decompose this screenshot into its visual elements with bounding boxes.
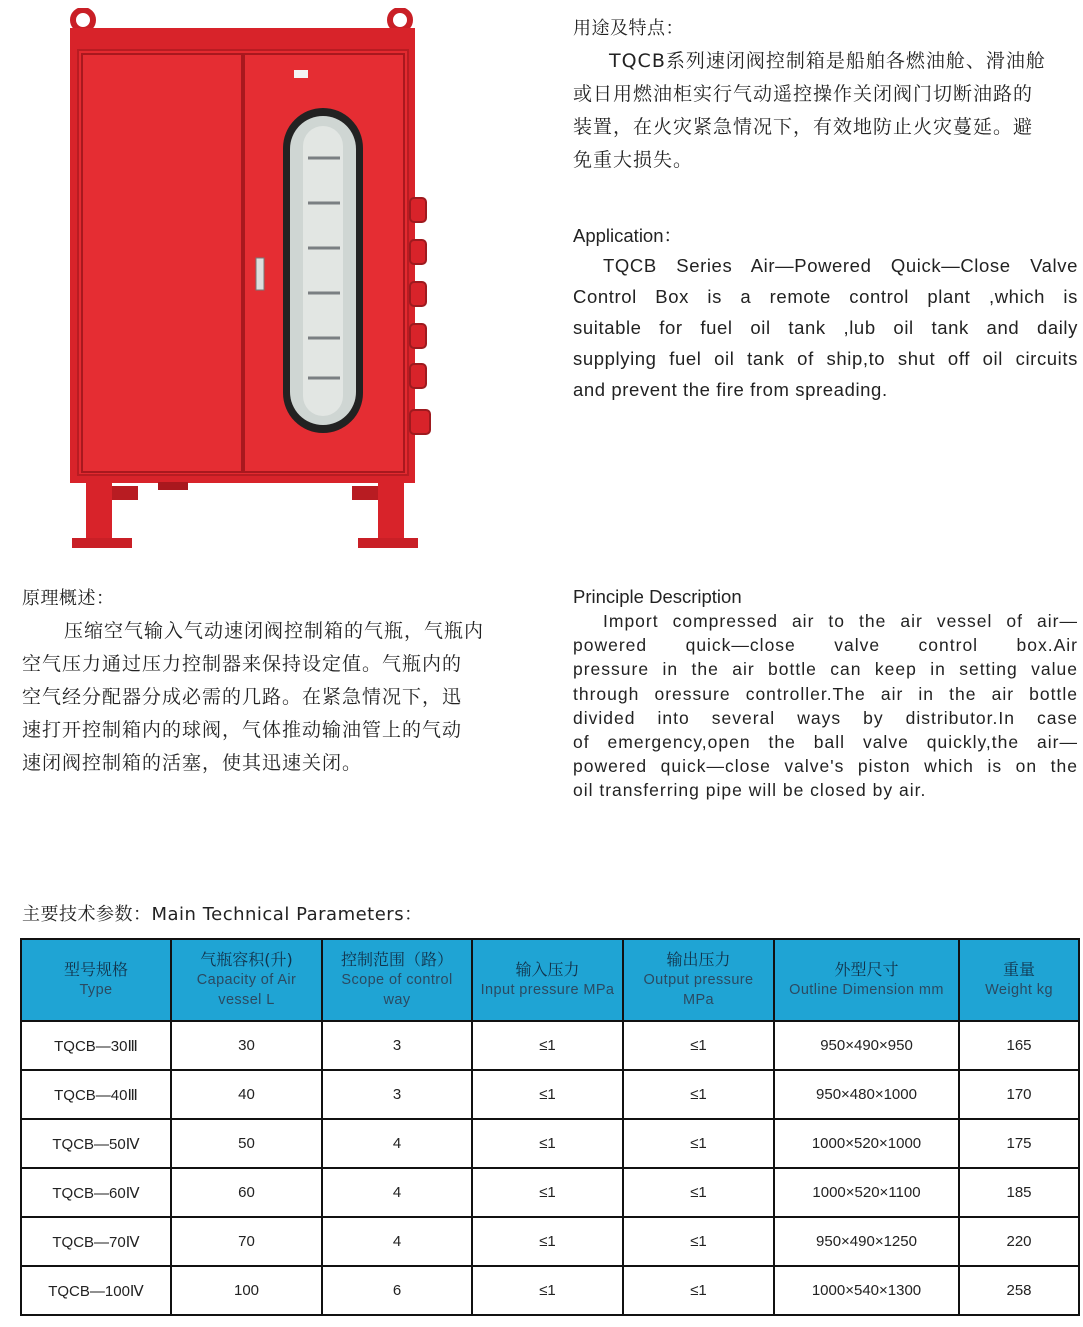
header-type (21, 939, 171, 1021)
header-scope (322, 939, 472, 1021)
header-dimension (774, 939, 959, 1021)
cell-input: ≤1 (472, 1168, 623, 1217)
application-line: and prevent the fire from spreading. (573, 379, 888, 400)
cell-output: ≤1 (623, 1217, 774, 1266)
header-en: Outline Dimension mm (789, 982, 944, 998)
application-heading: Application： (573, 225, 683, 246)
cell-capacity: 30 (171, 1021, 322, 1070)
header-capacity (171, 939, 322, 1021)
cell-scope: 4 (322, 1217, 472, 1266)
header-en: Type (79, 982, 113, 998)
cell-output: ≤1 (623, 1119, 774, 1168)
table-row (21, 1119, 1079, 1168)
usage-line: TQCB系列速闭阀控制箱是船舶各燃油舱、滑油舱 (609, 50, 1046, 72)
cell-type: TQCB—60Ⅳ (21, 1168, 171, 1217)
cell-type: TQCB—30Ⅲ (21, 1021, 171, 1070)
cell-dimension: 1000×520×1000 (774, 1119, 959, 1168)
header-cn: 型号规格 (63, 960, 128, 979)
header-cn: 输入压力 (515, 960, 580, 979)
table-header-row (21, 939, 1079, 1021)
cell-capacity: 100 (171, 1266, 322, 1315)
cell-output: ≤1 (623, 1266, 774, 1315)
header-en: Weight kg (985, 982, 1053, 998)
application-line: supplying fuel oil tank of ship,to shut off oil circuits (573, 348, 1078, 369)
principle-cn-section (22, 582, 527, 780)
cell-dimension: 950×490×1250 (774, 1217, 959, 1266)
usage-heading: 用途及特点： (573, 18, 684, 39)
usage-line: 装置，在火灾紧急情况下，有效地防止火灾蔓延。避 (573, 116, 1034, 138)
principle-en-line: powered quick—close valve control box.Air (573, 635, 1078, 656)
cell-dimension: 1000×540×1300 (774, 1266, 959, 1315)
cell-capacity: 50 (171, 1119, 322, 1168)
principle-en-line: through oressure controller.The air in the air bottle (573, 683, 1078, 704)
application-line: TQCB Series Air—Powered Quick—Close Valve (603, 255, 1078, 276)
header-en: Capacity of Air vessel L (196, 972, 297, 1008)
header-en: Scope of control way (341, 972, 453, 1008)
application-line: suitable for fuel oil tank ,lub oil tank and daily (573, 317, 1078, 338)
cell-capacity: 70 (171, 1217, 322, 1266)
cell-weight: 165 (959, 1021, 1079, 1070)
principle-cn-line: 空气经分配器分成必需的几路。在紧急情况下，迅 (22, 686, 463, 708)
header-cn: 输出压力 (666, 950, 731, 969)
cell-dimension: 950×480×1000 (774, 1070, 959, 1119)
cell-dimension: 950×490×950 (774, 1021, 959, 1070)
principle-cn-heading: 原理概述： (22, 588, 115, 609)
cell-output: ≤1 (623, 1021, 774, 1070)
table-row (21, 1217, 1079, 1266)
cell-scope: 4 (322, 1119, 472, 1168)
header-cn: 重量 (1002, 960, 1035, 979)
cell-type: TQCB—40Ⅲ (21, 1070, 171, 1119)
principle-cn-line: 速打开控制箱内的球阀，气体推动输油管上的气动 (22, 719, 463, 741)
principle-en-line: powered quick—close valve's piston which is on the (573, 756, 1078, 777)
cell-input: ≤1 (472, 1266, 623, 1315)
principle-en-heading: Principle Description (573, 586, 742, 607)
principle-en-line: pressure in the air bottle can keep in setting value (573, 659, 1078, 680)
cell-output: ≤1 (623, 1070, 774, 1119)
principle-cn-line: 压缩空气输入气动速闭阀控制箱的气瓶，气瓶内 (64, 620, 485, 642)
cell-scope: 3 (322, 1070, 472, 1119)
header-en: Input pressure MPa (480, 982, 615, 998)
cell-dimension: 1000×520×1100 (774, 1168, 959, 1217)
application-section (573, 222, 1078, 405)
header-cn: 外型尺寸 (834, 960, 899, 979)
parameters-table (20, 938, 1080, 1316)
table-row (21, 1266, 1079, 1315)
principle-en-section (573, 585, 1078, 803)
cell-output: ≤1 (623, 1168, 774, 1217)
cell-capacity: 40 (171, 1070, 322, 1119)
usage-line: 免重大损失。 (573, 149, 694, 171)
table-row (21, 1070, 1079, 1119)
principle-en-line: oil transferring pipe will be closed by air. (573, 780, 927, 801)
cell-input: ≤1 (472, 1070, 623, 1119)
cell-weight: 258 (959, 1266, 1079, 1315)
principle-cn-line: 速闭阀控制箱的活塞，使其迅速关闭。 (22, 752, 363, 774)
cell-weight: 175 (959, 1119, 1079, 1168)
cell-scope: 3 (322, 1021, 472, 1070)
cell-weight: 220 (959, 1217, 1079, 1266)
params-heading: 主要技术参数：Main Technical Parameters： (22, 904, 423, 925)
cell-input: ≤1 (472, 1217, 623, 1266)
header-en: Output pressure MPa (643, 972, 754, 1008)
cell-scope: 6 (322, 1266, 472, 1315)
table-row (21, 1168, 1079, 1217)
principle-en-line: Import compressed air to the air vessel of air— (603, 611, 1078, 631)
principle-en-line: divided into several ways by distributor.In case (573, 707, 1078, 728)
header-output-pressure (623, 939, 774, 1021)
cell-weight: 170 (959, 1070, 1079, 1119)
cell-type: TQCB—50Ⅳ (21, 1119, 171, 1168)
table-row (21, 1021, 1079, 1070)
principle-cn-line: 空气压力通过压力控制器来保持设定值。气瓶内的 (22, 653, 463, 675)
cell-type: TQCB—70Ⅳ (21, 1217, 171, 1266)
cell-capacity: 60 (171, 1168, 322, 1217)
cell-weight: 185 (959, 1168, 1079, 1217)
principle-en-line: of emergency,open the ball valve quickly,the air— (573, 732, 1078, 753)
cell-input: ≤1 (472, 1119, 623, 1168)
application-line: Control Box is a remote control plant ,which is (573, 286, 1078, 307)
cell-input: ≤1 (472, 1021, 623, 1070)
usage-section (573, 12, 1078, 177)
header-input-pressure (472, 939, 623, 1021)
header-weight (959, 939, 1079, 1021)
usage-line: 或日用燃油柜实行气动遥控操作关闭阀门切断油路的 (573, 83, 1034, 105)
control-box-image (58, 8, 438, 553)
cell-type: TQCB—100Ⅳ (21, 1266, 171, 1315)
header-cn: 气瓶容积(升) (200, 950, 293, 969)
cell-scope: 4 (322, 1168, 472, 1217)
header-cn: 控制范围（路） (340, 950, 453, 969)
